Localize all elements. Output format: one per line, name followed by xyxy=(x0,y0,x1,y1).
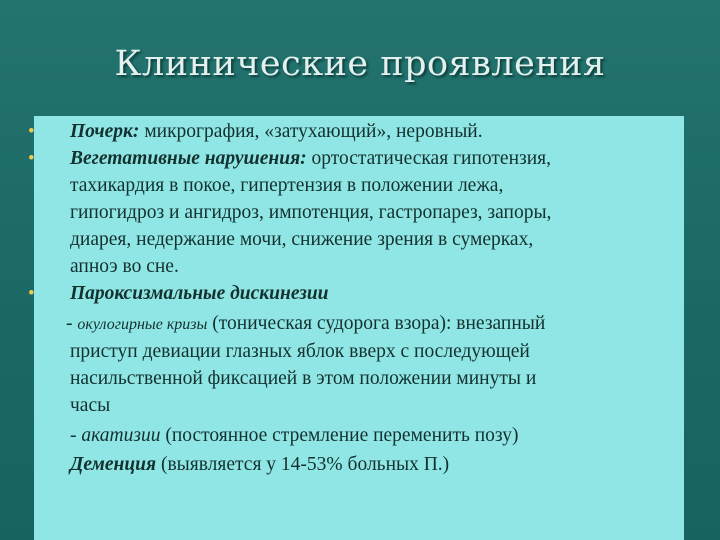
bullet-autonomic xyxy=(14,145,680,280)
akathisia-term: акатизии xyxy=(81,425,161,446)
handwriting-text: микрография, «затухающий», неровный. xyxy=(144,121,483,142)
autonomic-text-line: диарея, недержание мочи, снижение зрения в сумерках, xyxy=(70,229,534,250)
oculogyric-text-line: часы xyxy=(70,395,111,416)
dementia-block xyxy=(14,451,680,478)
autonomic-text-line: тахикардия в покое, гипертензия в положении лежа, xyxy=(70,175,504,196)
akathisia-text: (постоянное стремление переменить позу) xyxy=(165,425,519,446)
bullet-dyskinesia xyxy=(14,280,680,307)
bullet-marker: • xyxy=(28,121,35,142)
dyskinesia-label: Пароксизмальные дискинезии xyxy=(70,283,329,304)
autonomic-text-line: апноэ во сне. xyxy=(70,256,179,277)
bullet-marker: • xyxy=(28,148,35,169)
dementia-label: Деменция xyxy=(70,454,157,475)
oculogyric-text-line: приступ девиации глазных яблок вверх с последующей xyxy=(70,341,530,362)
autonomic-text-line: ортостатическая гипотензия, xyxy=(311,148,552,169)
oculogyric-text-line: насильственной фиксацией в этом положении минуты и xyxy=(70,368,537,389)
dementia-text: (выявляется у 14-53% больных П.) xyxy=(160,454,450,475)
slide-title: Клинические проявления xyxy=(114,44,606,84)
oculogyric-term: окулогирные кризы xyxy=(77,316,208,333)
bullet-handwriting xyxy=(14,118,680,145)
handwriting-label: Почерк: xyxy=(70,121,140,142)
bullet-marker: • xyxy=(28,283,35,304)
oculogyric-dash: - xyxy=(66,313,73,334)
slide-body xyxy=(14,118,680,478)
autonomic-text-line: гипогидроз и ангидроз, импотенция, гастропарез, запоры, xyxy=(70,202,552,223)
autonomic-label: Вегетативные нарушения: xyxy=(70,148,307,169)
oculogyric-block xyxy=(14,310,680,419)
oculogyric-text-line: (тоническая судорога взора): внезапный xyxy=(212,313,546,334)
akathisia-dash: - xyxy=(70,425,77,446)
akathisia-block xyxy=(14,422,680,449)
